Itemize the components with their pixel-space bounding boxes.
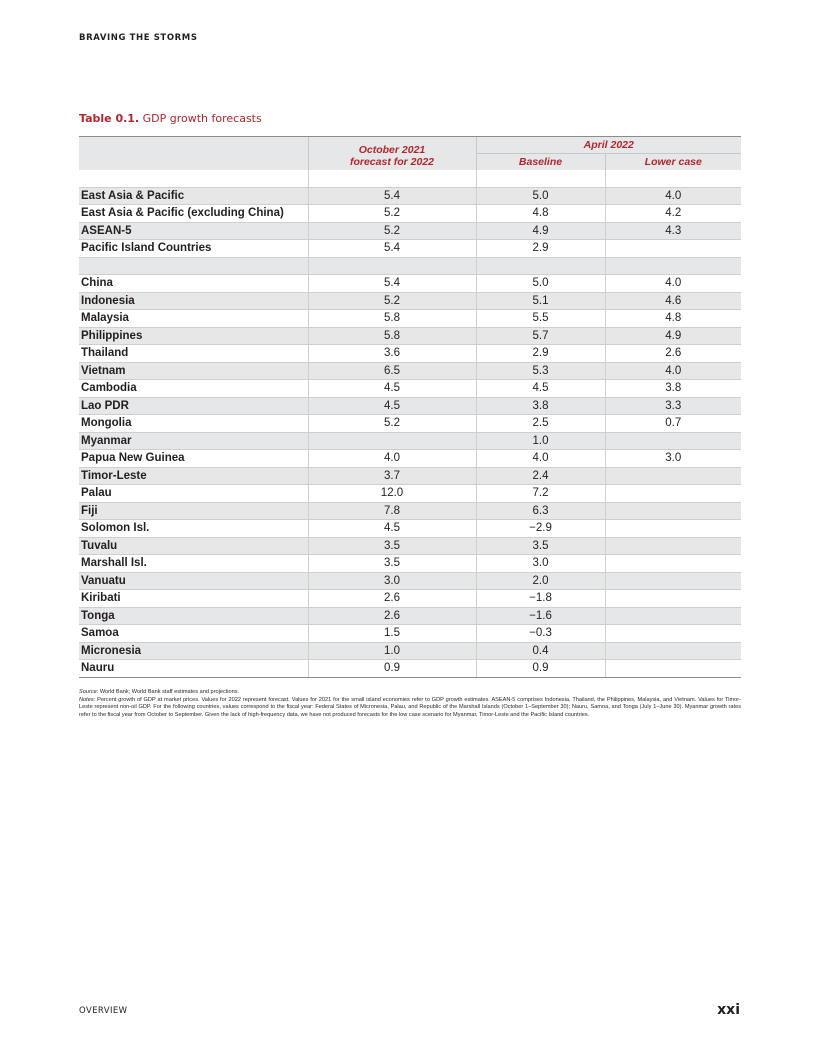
- lower-case-cell: [605, 467, 741, 485]
- table-row: [79, 450, 741, 468]
- running-head: BRAVING THE STORMS: [79, 33, 198, 43]
- baseline-cell: 3.8: [476, 397, 605, 415]
- october-2021-cell: [308, 432, 476, 450]
- table-row: [79, 222, 741, 240]
- country-name-cell: Palau: [79, 485, 308, 503]
- table-row: [79, 327, 741, 345]
- baseline-cell: 2.4: [476, 467, 605, 485]
- table-row: [79, 205, 741, 223]
- lower-case-cell: [605, 520, 741, 538]
- lower-case-cell: 3.3: [605, 397, 741, 415]
- table-row: [79, 170, 741, 187]
- lower-case-cell: 3.0: [605, 450, 741, 468]
- page-number: xxi: [717, 1002, 740, 1018]
- lower-case-cell: [605, 485, 741, 503]
- baseline-cell: 7.2: [476, 485, 605, 503]
- october-2021-cell: 4.5: [308, 520, 476, 538]
- lower-case-cell: 4.3: [605, 222, 741, 240]
- baseline-cell: −1.8: [476, 590, 605, 608]
- october-2021-cell: [308, 257, 476, 275]
- source-note: Source: World Bank; World Bank staff estimates and projections.: [79, 689, 240, 695]
- country-name-cell: Pacific Island Countries: [79, 240, 308, 258]
- header-baseline: Baseline: [476, 154, 605, 171]
- lower-case-cell: 4.2: [605, 205, 741, 223]
- october-2021-cell: 6.5: [308, 362, 476, 380]
- baseline-cell: [476, 257, 605, 275]
- october-2021-cell: 5.4: [308, 275, 476, 293]
- table-row: [79, 362, 741, 380]
- table-body: [79, 170, 741, 677]
- table-row: [79, 345, 741, 363]
- lower-case-cell: [605, 572, 741, 590]
- table-notes: [79, 689, 741, 720]
- october-2021-cell: [308, 170, 476, 187]
- lower-case-cell: 4.9: [605, 327, 741, 345]
- country-name-cell: Cambodia: [79, 380, 308, 398]
- country-name-cell: Thailand: [79, 345, 308, 363]
- baseline-cell: 4.8: [476, 205, 605, 223]
- country-name-cell: [79, 170, 308, 187]
- table-row: [79, 275, 741, 293]
- baseline-cell: 3.5: [476, 537, 605, 555]
- october-2021-cell: 3.5: [308, 555, 476, 573]
- baseline-cell: 4.9: [476, 222, 605, 240]
- baseline-cell: 0.9: [476, 660, 605, 678]
- notes-paragraph: Notes: Percent growth of GDP at market prices. Values for 2022 represent forecast. Values for 2021 for the small island economies refer to GDP growth estimates. ASEAN-5 comprises Indonesia, Thailand, the Philippines, Malaysia, and Vietnam. Values for Timor-Leste represent non-oil GDP. For the following countries, values correspond to the fiscal year: Federal States of Micronesia, Palau, and Republic of the Marshall Islands (October 1–September 30); Nauru, Samoa, and Tonga (July 1–June 30). Myanmar growth rates refer to the fiscal year from October to September. Given the lack of high-frequency data, we have not produced forecasts for the low case scenario for Myanmar, Timor-Leste and the Pacific Island countries.: [79, 696, 741, 719]
- country-name-cell: Kiribati: [79, 590, 308, 608]
- country-name-cell: [79, 257, 308, 275]
- header-lower-case: Lower case: [605, 154, 741, 171]
- table-row: [79, 397, 741, 415]
- baseline-cell: 5.5: [476, 310, 605, 328]
- table-row: [79, 240, 741, 258]
- table-row: [79, 415, 741, 433]
- country-name-cell: Tuvalu: [79, 537, 308, 555]
- october-2021-cell: 5.8: [308, 327, 476, 345]
- country-name-cell: Myanmar: [79, 432, 308, 450]
- header-blank: [79, 137, 308, 171]
- lower-case-cell: 4.6: [605, 292, 741, 310]
- country-name-cell: Fiji: [79, 502, 308, 520]
- baseline-cell: 2.5: [476, 415, 605, 433]
- october-2021-cell: 4.0: [308, 450, 476, 468]
- table-row: [79, 520, 741, 538]
- october-2021-cell: 1.0: [308, 642, 476, 660]
- lower-case-cell: 4.0: [605, 275, 741, 293]
- lower-case-cell: [605, 625, 741, 643]
- table-row: [79, 467, 741, 485]
- table-row: [79, 187, 741, 205]
- baseline-cell: 5.3: [476, 362, 605, 380]
- table-row: [79, 590, 741, 608]
- october-2021-cell: 3.0: [308, 572, 476, 590]
- october-2021-cell: 5.2: [308, 222, 476, 240]
- country-name-cell: China: [79, 275, 308, 293]
- country-name-cell: Marshall Isl.: [79, 555, 308, 573]
- country-name-cell: Vietnam: [79, 362, 308, 380]
- table-title: [79, 112, 262, 125]
- lower-case-cell: 2.6: [605, 345, 741, 363]
- october-2021-cell: 3.7: [308, 467, 476, 485]
- country-name-cell: Vanuatu: [79, 572, 308, 590]
- table-row: [79, 292, 741, 310]
- lower-case-cell: [605, 555, 741, 573]
- baseline-cell: 4.5: [476, 380, 605, 398]
- october-2021-cell: 5.4: [308, 240, 476, 258]
- table-row: [79, 432, 741, 450]
- table-row: [79, 380, 741, 398]
- footer-section-name: OVERVIEW: [79, 1006, 128, 1016]
- october-2021-cell: 2.6: [308, 590, 476, 608]
- table-row: [79, 537, 741, 555]
- table-row: [79, 502, 741, 520]
- lower-case-cell: [605, 660, 741, 678]
- country-name-cell: Philippines: [79, 327, 308, 345]
- country-name-cell: Malaysia: [79, 310, 308, 328]
- october-2021-cell: 5.8: [308, 310, 476, 328]
- baseline-cell: 0.4: [476, 642, 605, 660]
- baseline-cell: −2.9: [476, 520, 605, 538]
- header-april-2022: April 2022: [476, 137, 741, 154]
- country-name-cell: Nauru: [79, 660, 308, 678]
- october-2021-cell: 3.6: [308, 345, 476, 363]
- table-row: [79, 660, 741, 678]
- lower-case-cell: [605, 170, 741, 187]
- baseline-cell: 1.0: [476, 432, 605, 450]
- october-2021-cell: 4.5: [308, 397, 476, 415]
- lower-case-cell: 3.8: [605, 380, 741, 398]
- country-name-cell: Mongolia: [79, 415, 308, 433]
- baseline-cell: 2.9: [476, 345, 605, 363]
- lower-case-cell: 4.0: [605, 187, 741, 205]
- country-name-cell: Papua New Guinea: [79, 450, 308, 468]
- october-2021-cell: 2.6: [308, 607, 476, 625]
- baseline-cell: −1.6: [476, 607, 605, 625]
- table-row: [79, 555, 741, 573]
- lower-case-cell: [605, 257, 741, 275]
- baseline-cell: 5.0: [476, 275, 605, 293]
- lower-case-cell: 0.7: [605, 415, 741, 433]
- header-october-2021: October 2021 forecast for 2022: [308, 137, 476, 171]
- baseline-cell: 4.0: [476, 450, 605, 468]
- table-row: [79, 572, 741, 590]
- lower-case-cell: [605, 537, 741, 555]
- country-name-cell: Samoa: [79, 625, 308, 643]
- baseline-cell: 5.7: [476, 327, 605, 345]
- table-title-text: GDP growth forecasts: [142, 112, 262, 125]
- table-row: [79, 642, 741, 660]
- table-row: [79, 607, 741, 625]
- lower-case-cell: [605, 642, 741, 660]
- lower-case-cell: 4.0: [605, 362, 741, 380]
- baseline-cell: 2.0: [476, 572, 605, 590]
- lower-case-cell: [605, 432, 741, 450]
- lower-case-cell: [605, 502, 741, 520]
- table-row: [79, 625, 741, 643]
- table-row: [79, 257, 741, 275]
- october-2021-cell: 5.2: [308, 415, 476, 433]
- october-2021-cell: 12.0: [308, 485, 476, 503]
- country-name-cell: Solomon Isl.: [79, 520, 308, 538]
- country-name-cell: Timor-Leste: [79, 467, 308, 485]
- country-name-cell: Indonesia: [79, 292, 308, 310]
- baseline-cell: 2.9: [476, 240, 605, 258]
- country-name-cell: East Asia & Pacific: [79, 187, 308, 205]
- country-name-cell: Tonga: [79, 607, 308, 625]
- october-2021-cell: 7.8: [308, 502, 476, 520]
- lower-case-cell: [605, 607, 741, 625]
- lower-case-cell: 4.8: [605, 310, 741, 328]
- october-2021-cell: 0.9: [308, 660, 476, 678]
- baseline-cell: 5.1: [476, 292, 605, 310]
- country-name-cell: ASEAN-5: [79, 222, 308, 240]
- lower-case-cell: [605, 240, 741, 258]
- october-2021-cell: 1.5: [308, 625, 476, 643]
- baseline-cell: 6.3: [476, 502, 605, 520]
- lower-case-cell: [605, 590, 741, 608]
- country-name-cell: East Asia & Pacific (excluding China): [79, 205, 308, 223]
- baseline-cell: −0.3: [476, 625, 605, 643]
- table-title-number: Table 0.1.: [79, 112, 140, 125]
- baseline-cell: [476, 170, 605, 187]
- gdp-forecast-table: [79, 136, 741, 678]
- table-row: [79, 485, 741, 503]
- october-2021-cell: 5.2: [308, 205, 476, 223]
- october-2021-cell: 5.4: [308, 187, 476, 205]
- baseline-cell: 5.0: [476, 187, 605, 205]
- country-name-cell: Micronesia: [79, 642, 308, 660]
- country-name-cell: Lao PDR: [79, 397, 308, 415]
- october-2021-cell: 3.5: [308, 537, 476, 555]
- october-2021-cell: 4.5: [308, 380, 476, 398]
- table-row: [79, 310, 741, 328]
- october-2021-cell: 5.2: [308, 292, 476, 310]
- baseline-cell: 3.0: [476, 555, 605, 573]
